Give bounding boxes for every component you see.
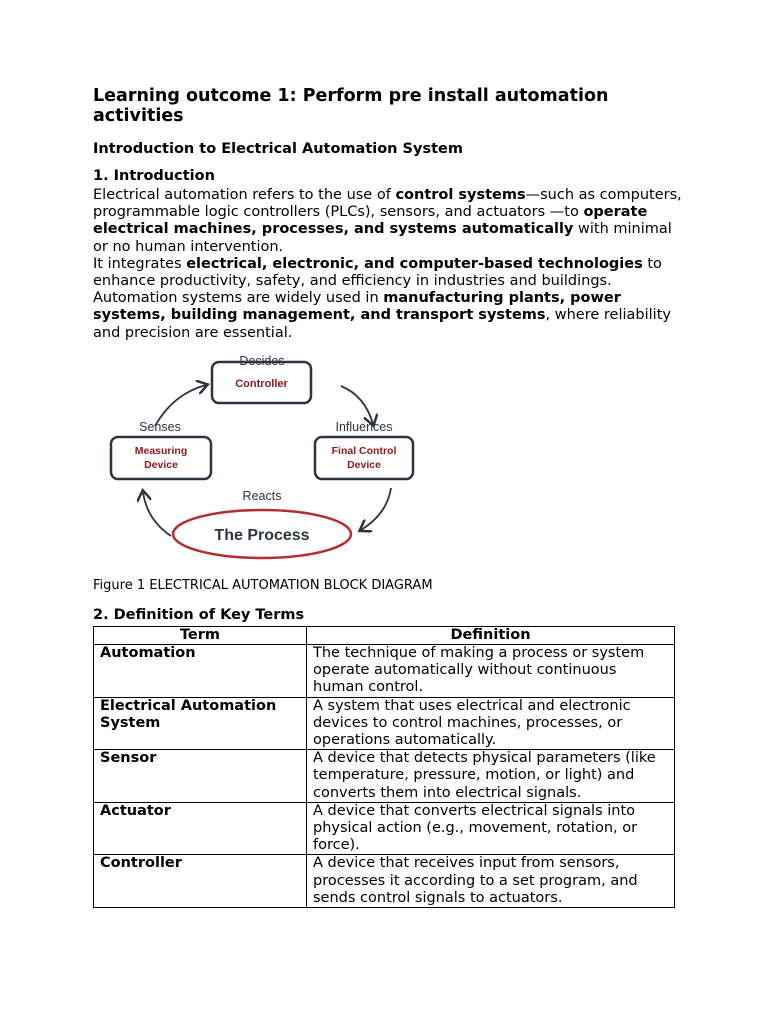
- document-page: [93, 86, 683, 908]
- term-cell: Controller: [94, 855, 307, 908]
- text-run: to enhance productivity, safety, and efficiency in industries and buildings.: [93, 255, 662, 290]
- text-run: Automation systems are widely used in: [93, 290, 384, 307]
- table-row: [94, 645, 675, 698]
- definition-cell: A device that converts electrical signals into physical action (e.g., movement, rotation, or force).: [307, 802, 675, 855]
- arrow-final-to-process: [361, 488, 391, 530]
- intro-paragraph-2: [93, 256, 683, 290]
- term-cell: Actuator: [94, 802, 307, 855]
- section-1-heading: 1. Introduction: [93, 168, 215, 184]
- measuring-label-line-1: Measuring: [134, 444, 188, 457]
- definition-column-header: Definition: [307, 626, 675, 644]
- table-row: [94, 802, 675, 855]
- final-control-label-line-1: Final Control: [331, 444, 397, 457]
- arrow-controller-to-final: [341, 386, 373, 424]
- term-cell: Automation: [94, 645, 307, 698]
- reacts-label: Reacts: [242, 488, 282, 503]
- term-column-header: Term: [94, 626, 307, 644]
- section-2-heading: 2. Definition of Key Terms: [93, 606, 305, 623]
- text-run: Electrical automation refers to the use of: [93, 187, 396, 203]
- diagram-svg: [103, 352, 443, 574]
- table-row: [94, 750, 675, 803]
- automation-block-diagram: [103, 352, 443, 574]
- controller-label: Controller: [235, 377, 288, 390]
- definition-cell: The technique of making a process or system operate automatically without continuous human control.: [307, 645, 675, 698]
- table-row: [94, 697, 675, 750]
- final-control-device-box: [315, 437, 413, 479]
- senses-label: Senses: [139, 419, 181, 434]
- process-label: The Process: [214, 526, 310, 544]
- bold-text: electrical, electronic, and computer-based technologies: [186, 255, 643, 272]
- influences-label: Influences: [335, 419, 393, 434]
- table-header-row: [94, 626, 675, 644]
- page-title: Learning outcome 1: Perform pre install automation activities: [93, 86, 609, 126]
- table-body: [94, 645, 675, 908]
- definition-cell: A device that detects physical parameters (like temperature, pressure, motion, or light) and converts them into electrical signals.: [307, 750, 675, 803]
- key-terms-table: [93, 626, 675, 908]
- term-cell: Sensor: [94, 750, 307, 803]
- arrow-process-to-measuring: [143, 492, 171, 536]
- measuring-label-line-2: Device: [144, 458, 178, 471]
- text-run: with minimal or no human intervention.: [93, 221, 672, 255]
- intro-paragraph-1: [93, 187, 683, 256]
- table-row: [94, 855, 675, 908]
- text-run: —such as computers, programmable logic controllers (PLCs), sensors, and actuators —to: [93, 187, 682, 221]
- bold-text: control systems: [395, 187, 526, 203]
- subtitle: Introduction to Electrical Automation System: [93, 141, 463, 157]
- definition-cell: A device that receives input from sensors, processes it according to a set program, and sends control signals to actuators.: [307, 855, 675, 908]
- bold-text: operate electrical machines, processes, and systems automatically: [93, 204, 648, 238]
- measuring-device-box: [111, 437, 211, 479]
- definition-cell: A system that uses electrical and electronic devices to control machines, processes, or operations automatically.: [307, 697, 675, 750]
- text-run: , where reliability and precision are essential.: [93, 307, 671, 341]
- figure-caption: Figure 1 ELECTRICAL AUTOMATION BLOCK DIAGRAM: [93, 577, 433, 593]
- intro-paragraph-3: [93, 290, 683, 342]
- decides-label: Decides: [239, 353, 285, 368]
- term-cell: Electrical Automation System: [94, 697, 307, 750]
- text-run: It integrates: [93, 255, 187, 272]
- final-control-label-line-2: Device: [347, 458, 381, 471]
- bold-text: manufacturing plants, power systems, building management, and transport systems: [93, 290, 621, 324]
